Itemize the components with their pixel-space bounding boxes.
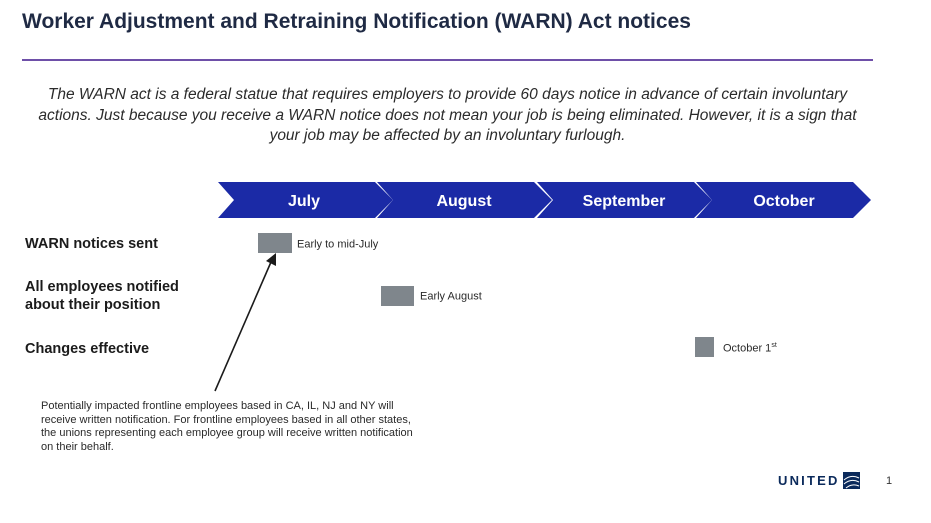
callout-arrow — [215, 253, 276, 391]
marker-warn-notices-sent — [258, 233, 292, 253]
row-label-line-1: All employees notified — [25, 279, 179, 295]
page-number: 1 — [886, 475, 893, 487]
row-label-line-2: about their position — [25, 297, 161, 313]
marker-changes-effective — [695, 337, 714, 357]
logo-wordmark: UNITED — [778, 472, 840, 488]
month-chevron-july — [218, 182, 393, 218]
marker-all-employees-notified — [381, 286, 414, 306]
month-label-august: August — [436, 193, 492, 210]
row-label-changes-effective: Changes effective — [25, 341, 150, 357]
row-label-warn-notices-sent: WARN notices sent — [25, 236, 158, 252]
marker-label-all-employees-notified: Early August — [420, 290, 482, 303]
row-label-all-employees-notified — [25, 278, 179, 314]
marker-label-warn-notices-sent: Early to mid-July — [297, 238, 379, 251]
united-logo — [778, 471, 860, 489]
callout-note: Potentially impacted frontline employees based in CA, IL, NJ and NY will receive written notification. For frontline employees based in all other states, the unions representing each employee group will receive written notification on their behalf. — [41, 400, 413, 453]
title-divider — [22, 59, 873, 61]
page-title: Worker Adjustment and Retraining Notification (WARN) Act notices — [22, 10, 691, 33]
month-label-september: September — [582, 193, 666, 210]
month-chevron-august — [377, 182, 552, 218]
globe-icon — [843, 472, 860, 489]
intro-paragraph: The WARN act is a federal statue that requires employers to provide 60 days notice in advance of certain involuntary actions. Just because you receive a WARN notice does not mean your job is being eliminated. However, it is a sign that your job may be affected by an involuntary furlough. — [38, 86, 857, 144]
month-chevron-october — [696, 182, 871, 218]
month-chevron-september — [537, 182, 712, 218]
month-label-july: July — [287, 193, 321, 210]
marker-label-changes-effective: October 1st — [723, 342, 777, 355]
month-label-october: October — [753, 193, 815, 210]
